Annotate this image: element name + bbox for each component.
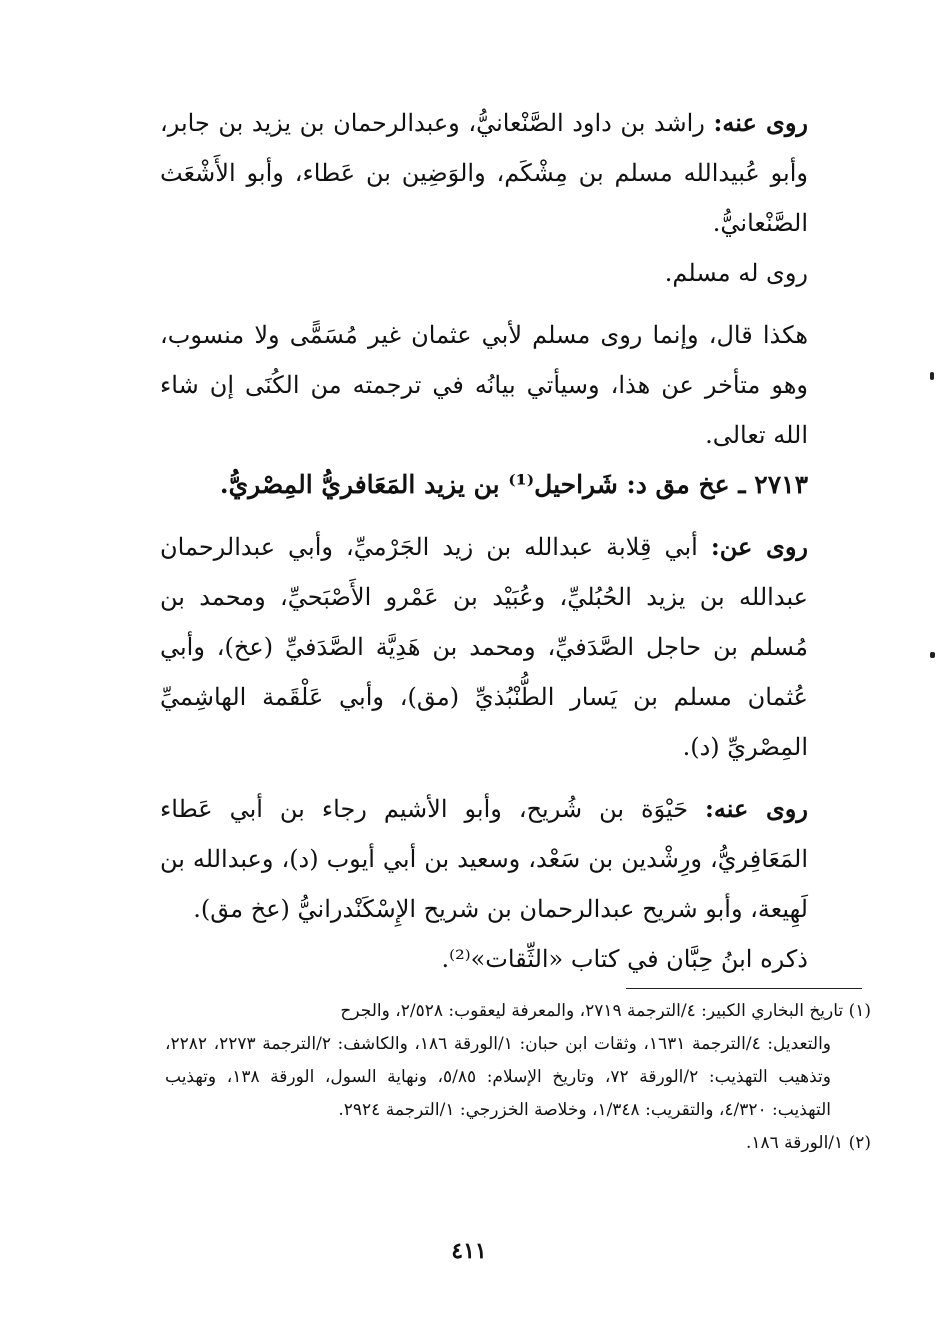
footnote-2: [165, 1127, 871, 1160]
footnote-marker: (١): [848, 1001, 871, 1021]
footnotes: [165, 995, 871, 1160]
spacer: [160, 772, 868, 784]
spacer: [160, 510, 868, 522]
page-number: ٤١١: [451, 1238, 487, 1264]
students-paragraph: [160, 784, 868, 934]
main-text: [160, 98, 868, 984]
narrated-from-paragraph: [160, 522, 868, 772]
narrators-from-him-paragraph: [160, 98, 868, 248]
editor-comment-paragraph: هكذا قال، وإنما روى مسلم لأبي عثمان غير مُسَمًّى ولا منسوب، وهو متأخر عن هذا، وسيأتي بيانُه في ترجمته من الكُنَى إن شاء الله تعالى.: [160, 321, 808, 449]
scan-mark: [930, 652, 935, 658]
students-list: حَيْوَة بن شُريح، وأبو الأشيم رجاء بن أبي عَطاء المَعَافِريُّ، ورِشْدين بن سَعْد، وسعيد بن أبي أيوب (د)، وعبدالله بن لَهِيعة، وأبو شريح عبدالرحمان بن شريح الإِسْكَنْدرانيُّ (عخ مق).: [160, 795, 808, 923]
label-rawa-anhu-2: روى عنه:: [705, 794, 808, 823]
scan-mark: [930, 372, 934, 380]
ibn-hibban-note: ذكره ابنُ حِبَّان في كتاب «الثِّقات»⁽²⁾.: [441, 945, 808, 973]
footnote-divider: [626, 988, 862, 989]
footnote-marker: (٢): [848, 1133, 871, 1153]
footnote-1: [165, 995, 871, 1028]
footnote-text: ١/الورقة ١٨٦.: [745, 1133, 844, 1153]
narrated-by-muslim: روى له مسلم.: [664, 259, 808, 287]
narrators-list: راشد بن داود الصَّنْعانيُّ، وعبدالرحمان بن يزيد بن جابر، وأبو عُبيدالله مسلم بن مِشْكَم، والوَضِين بن عَطاء، وأبو الأَشْعَث الصَّنْعانيُّ.: [160, 109, 808, 237]
label-rawa-anhu: روى عنه:: [713, 108, 809, 137]
footnote-1-continuation: والتعديل: ٤/الترجمة ١٦٣١، وثقات ابن حبان: ١/الورقة ١٨٦، والكاشف: ٢/الترجمة ٢٢٧٣، ٢٢٨٢، وتذهيب التهذيب: ٢/الورقة ٧٢، وتاريخ الإسلام: ٥/٨٥، ونهاية السول، الورقة ١٣٨، وتهذيب التهذيب: ٤/٣٢٠، والتقريب: ١/٣٤٨، وخلاصة الخزرجي: ١/الترجمة ٢٩٢٤.: [165, 1034, 832, 1120]
spacer: [160, 298, 868, 310]
teachers-list: أبي قِلابة عبدالله بن زيد الجَرْميِّ، وأبي عبدالرحمان عبدالله بن يزيد الحُبُليِّ، وعُبَيْد بن عَمْرو الأَصْبَحيِّ، ومحمد بن مُسلم بن حاجل الصَّدَفيِّ، ومحمد بن هَدِيَّة الصَّدَفيِّ (عخ)، وأبي عُثمان مسلم بن يَسار الطُّنْبُذيِّ (مق)، وأبي عَلْقَمة الهاشِميِّ المِصْريِّ (د).: [160, 533, 808, 761]
label-rawa-an: روى عن:: [710, 532, 808, 561]
footnote-text: تاريخ البخاري الكبير: ٤/الترجمة ٢٧١٩، والمعرفة ليعقوب: ٢/٥٢٨، والجرح: [340, 1001, 844, 1021]
entry-heading: ٢٧١٣ ـ عخ مق د: شَراحيل⁽¹⁾ بن يزيد المَعَافريُّ المِصْريُّ.: [219, 470, 808, 499]
